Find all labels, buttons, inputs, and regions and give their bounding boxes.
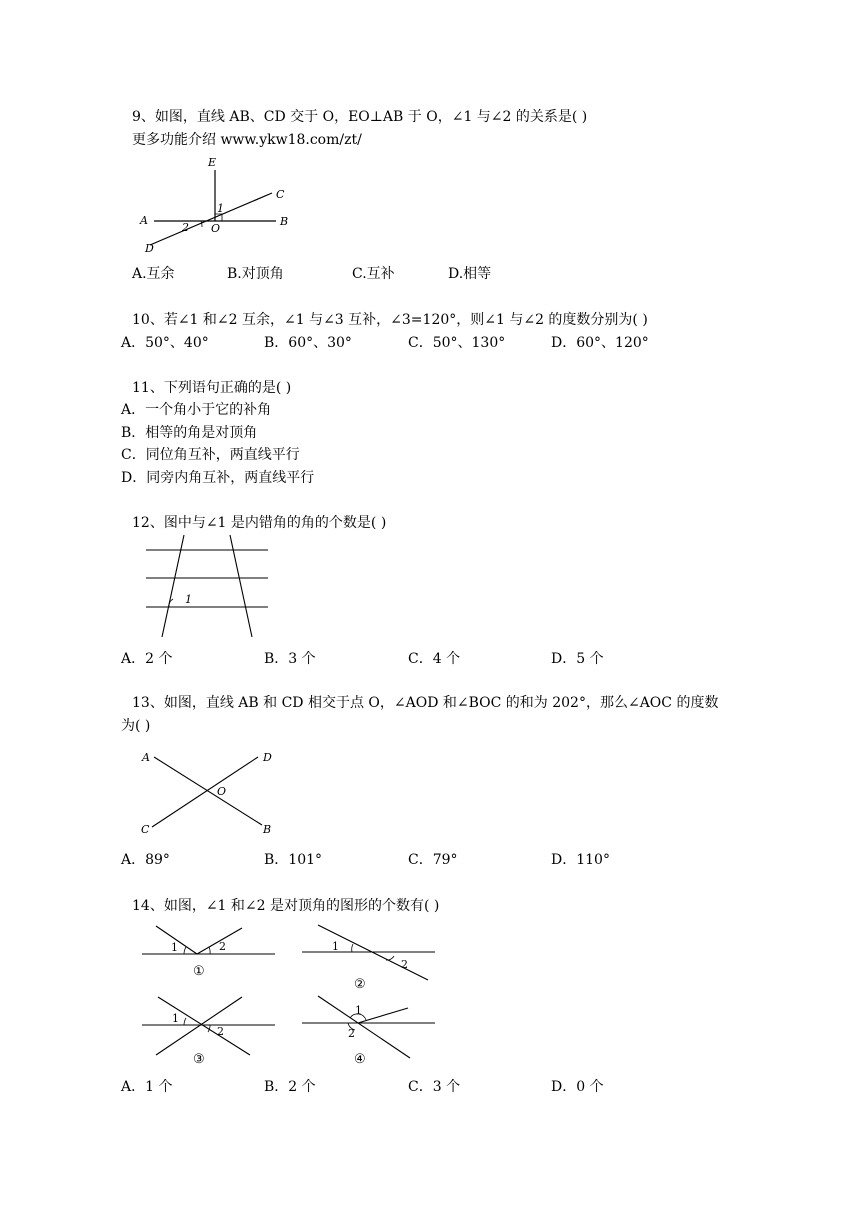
label-angle-2: 2 <box>219 940 226 953</box>
question-12-option-c: C．4 个 <box>408 651 461 667</box>
question-13-option-a: A．89° <box>121 852 170 868</box>
question-13-option-b: B．101° <box>264 852 323 868</box>
question-9-option-b: B.对顶角 <box>227 266 284 282</box>
question-13-option-c: C．79° <box>408 852 458 868</box>
question-9-figure <box>130 150 300 260</box>
label-angle-1: 1 <box>217 202 224 215</box>
label-angle-1: 1 <box>355 1004 362 1017</box>
label-O: O <box>211 222 221 235</box>
label-angle-2: 2 <box>348 1027 355 1040</box>
question-11-option-a: A．一个角小于它的补角 <box>121 402 272 418</box>
question-9-option-d: D.相等 <box>448 266 492 282</box>
question-13-stem-continued: 为( ) <box>121 718 151 734</box>
label-figure-1: ① <box>193 964 205 979</box>
question-14-option-a: A．1 个 <box>121 1079 173 1095</box>
label-E: E <box>208 156 217 169</box>
question-9-stem: 9、如图，直线 AB、CD 交于 O，EO⊥AB 于 O，∠1 与∠2 的关系是( ) <box>132 109 588 125</box>
label-angle-2: 2 <box>401 958 408 971</box>
label-A: A <box>142 751 150 764</box>
question-13-option-d: D．110° <box>551 852 610 868</box>
question-14-figures <box>140 920 440 1070</box>
label-figure-2: ② <box>354 977 366 992</box>
question-12-stem: 12、图中与∠1 是内错角的角的个数是( ) <box>132 515 387 531</box>
figure-3 <box>142 997 275 1067</box>
label-figure-4: ④ <box>354 1052 366 1067</box>
question-12-option-b: B．3 个 <box>264 651 316 667</box>
question-13-stem: 13、如图，直线 AB 和 CD 相交于点 O，∠AOD 和∠BOC 的和为 202°，那么∠AOC 的度数 <box>132 695 719 711</box>
figure-1 <box>142 926 275 979</box>
question-12-option-a: A．2 个 <box>121 651 173 667</box>
question-12-figure <box>140 535 272 641</box>
question-11-option-c: C．同位角互补，两直线平行 <box>121 447 300 463</box>
question-9-note: 更多功能介绍 www.ykw18.com/zt/ <box>132 132 362 148</box>
question-10-option-b: B．60°、30° <box>264 335 352 351</box>
question-10-option-c: C．50°、130° <box>408 335 506 351</box>
label-angle-1: 1 <box>171 941 178 954</box>
label-angle-1: 1 <box>332 940 339 953</box>
label-B: B <box>263 823 272 836</box>
label-C: C <box>141 823 150 836</box>
question-13-figure <box>138 745 278 841</box>
label-figure-3: ③ <box>193 1052 205 1067</box>
figure-4 <box>302 996 435 1067</box>
question-11-option-b: B．相等的角是对顶角 <box>121 425 258 441</box>
question-14-option-d: D．0 个 <box>551 1079 604 1095</box>
question-9-option-a: A.互余 <box>132 266 175 282</box>
question-11-option-d: D．同旁内角互补，两直线平行 <box>121 470 315 486</box>
question-14-option-b: B．2 个 <box>264 1079 316 1095</box>
question-9-option-c: C.互补 <box>352 266 395 282</box>
label-B: B <box>280 215 289 228</box>
label-angle-2: 2 <box>217 1025 224 1038</box>
question-10-option-d: D．60°、120° <box>551 335 649 351</box>
question-14-stem: 14、如图，∠1 和∠2 是对顶角的图形的个数有( ) <box>132 898 440 914</box>
label-angle-1: 1 <box>185 593 192 606</box>
figure-2 <box>302 925 435 992</box>
question-11-stem: 11、下列语句正确的是( ) <box>132 380 292 396</box>
question-10-option-a: A．50°、40° <box>121 335 209 351</box>
label-D: D <box>145 242 154 255</box>
label-D: D <box>263 751 272 764</box>
label-A: A <box>140 214 148 227</box>
label-O: O <box>217 785 227 798</box>
question-14-option-c: C．3 个 <box>408 1079 461 1095</box>
label-angle-1: 1 <box>172 1012 179 1025</box>
question-10-stem: 10、若∠1 和∠2 互余，∠1 与∠3 互补，∠3=120°，则∠1 与∠2 的度数分别为( ) <box>132 312 648 328</box>
label-angle-2: 2 <box>182 221 189 234</box>
label-C: C <box>276 188 285 201</box>
question-12-option-d: D．5 个 <box>551 651 604 667</box>
